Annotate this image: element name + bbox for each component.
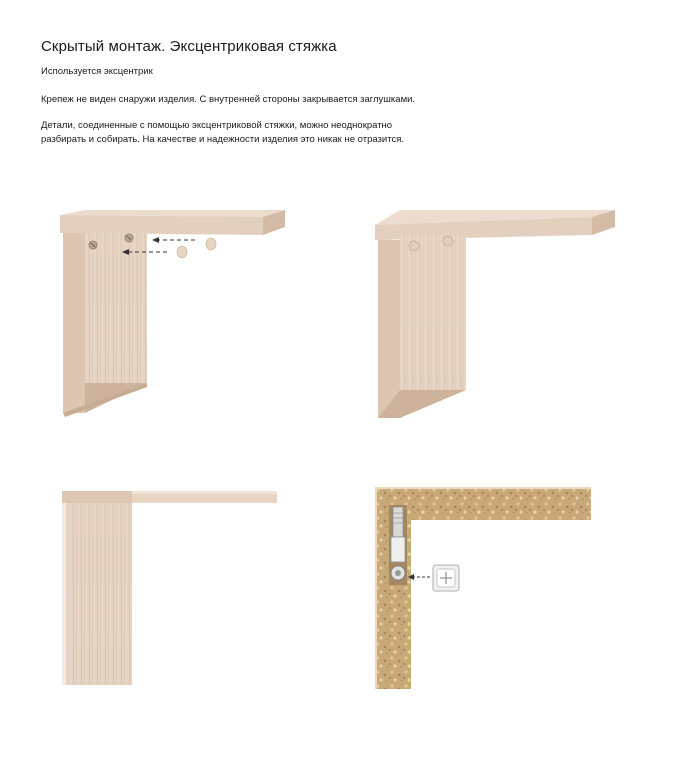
paragraph-reassembly-line1: Детали, соединенные с помощью эксцентриковой стяжки, можно неоднократно xyxy=(41,120,393,131)
paragraph-reassembly-line2: разбирать и собирать. На качестве и надежности изделия это никак не отразится. xyxy=(41,133,404,145)
chipboard-cross-section-with-cam-lock-illustration xyxy=(375,487,595,692)
paragraph-visibility: Крепеж не виден снаружи изделия. С внутренней стороны закрывается заглушками. xyxy=(41,94,416,105)
wood-panel-assembly-with-eccentric-illustration xyxy=(55,205,295,420)
figure-cross-section xyxy=(375,487,595,692)
figure-assembly-exploded xyxy=(55,205,295,420)
figure-assembled-with-plugs xyxy=(370,205,620,425)
wood-panel-assembled-illustration xyxy=(370,205,620,425)
figure-corner-closeup xyxy=(55,485,285,690)
wood-panel-corner-illustration xyxy=(55,485,285,690)
page-title: Скрытый монтаж. Эксцентриковая стяжка xyxy=(41,38,337,55)
paragraph-reassembly xyxy=(41,119,641,146)
page-subtitle: Используется эксцентрик xyxy=(41,66,153,77)
